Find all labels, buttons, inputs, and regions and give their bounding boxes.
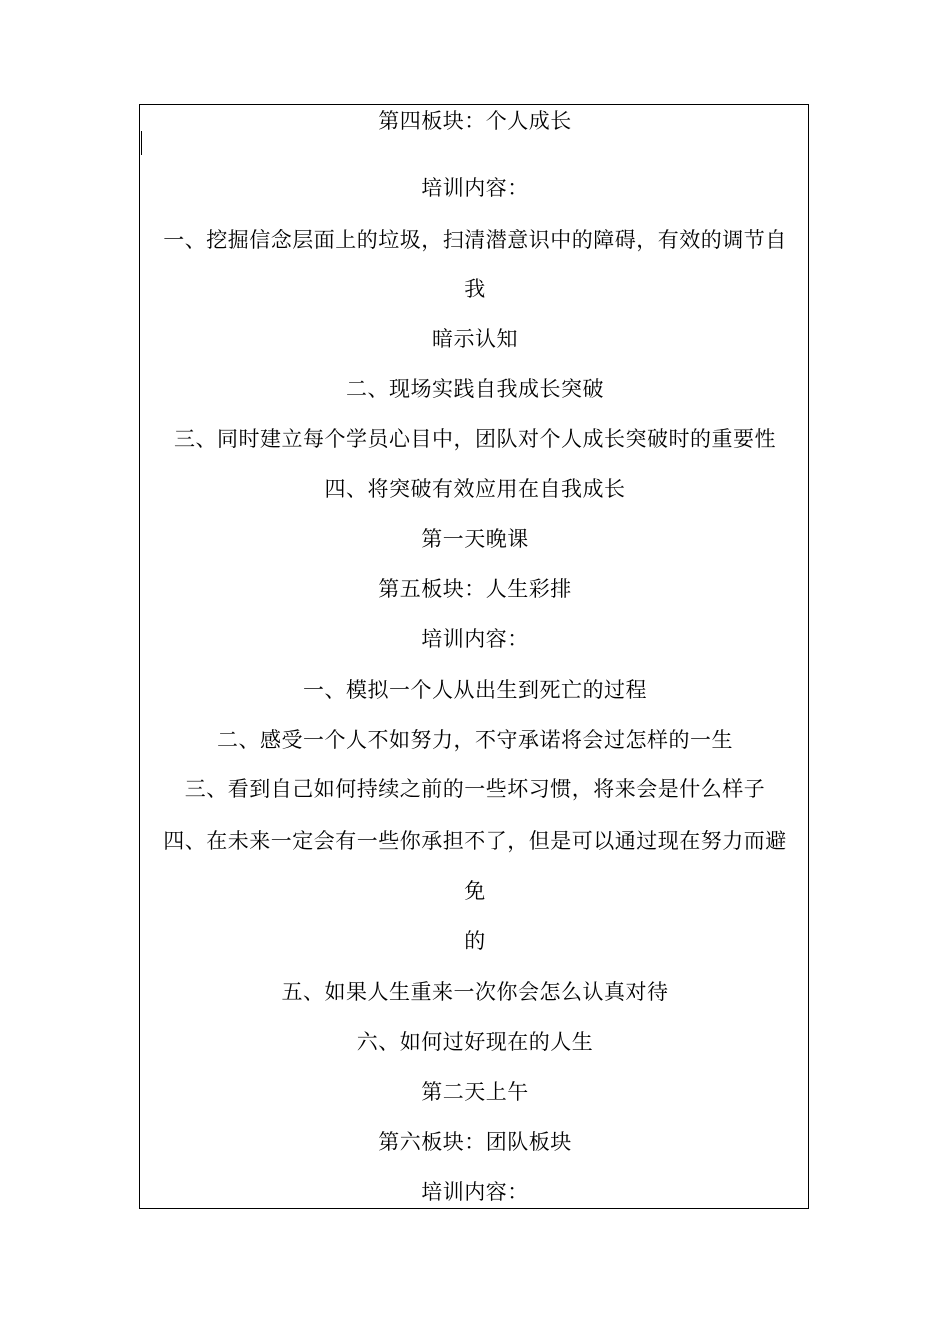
session-heading: 第一天晚课 bbox=[421, 527, 529, 551]
list-item: 四、在未来一定会有一些你承担不了，但是可以通过现在努力而避 bbox=[163, 829, 787, 853]
list-item: 六、如何过好现在的人生 bbox=[356, 1030, 594, 1054]
list-item: 三、同时建立每个学员心目中，团队对个人成长突破时的重要性 bbox=[174, 427, 776, 451]
list-item-wrap: 的 bbox=[464, 929, 486, 953]
training-content-label: 培训内容： bbox=[421, 627, 529, 651]
section-heading-6: 第六板块：团队板块 bbox=[378, 1130, 572, 1154]
training-content-label: 培训内容： bbox=[421, 1180, 529, 1204]
list-item-wrap: 免 bbox=[464, 879, 486, 903]
list-item: 四、将突破有效应用在自我成长 bbox=[324, 477, 626, 501]
session-heading: 第二天上午 bbox=[421, 1080, 529, 1104]
list-item-wrap: 暗示认知 bbox=[432, 327, 518, 351]
list-item: 一、模拟一个人从出生到死亡的过程 bbox=[303, 678, 647, 702]
list-item: 二、现场实践自我成长突破 bbox=[346, 377, 604, 401]
training-content-label: 培训内容： bbox=[421, 176, 529, 200]
list-item: 五、如果人生重来一次你会怎么认真对待 bbox=[281, 980, 669, 1004]
list-item: 三、看到自己如何持续之前的一些坏习惯，将来会是什么样子 bbox=[184, 777, 766, 801]
list-item: 二、感受一个人不如努力，不守承诺将会过怎样的一生 bbox=[217, 728, 733, 752]
section-heading-4: 第四板块：个人成长 bbox=[378, 109, 572, 133]
section-heading-5: 第五板块：人生彩排 bbox=[378, 577, 572, 601]
list-item: 一、挖掘信念层面上的垃圾，扫清潜意识中的障碍，有效的调节自 bbox=[163, 228, 787, 252]
list-item-wrap: 我 bbox=[464, 277, 486, 301]
